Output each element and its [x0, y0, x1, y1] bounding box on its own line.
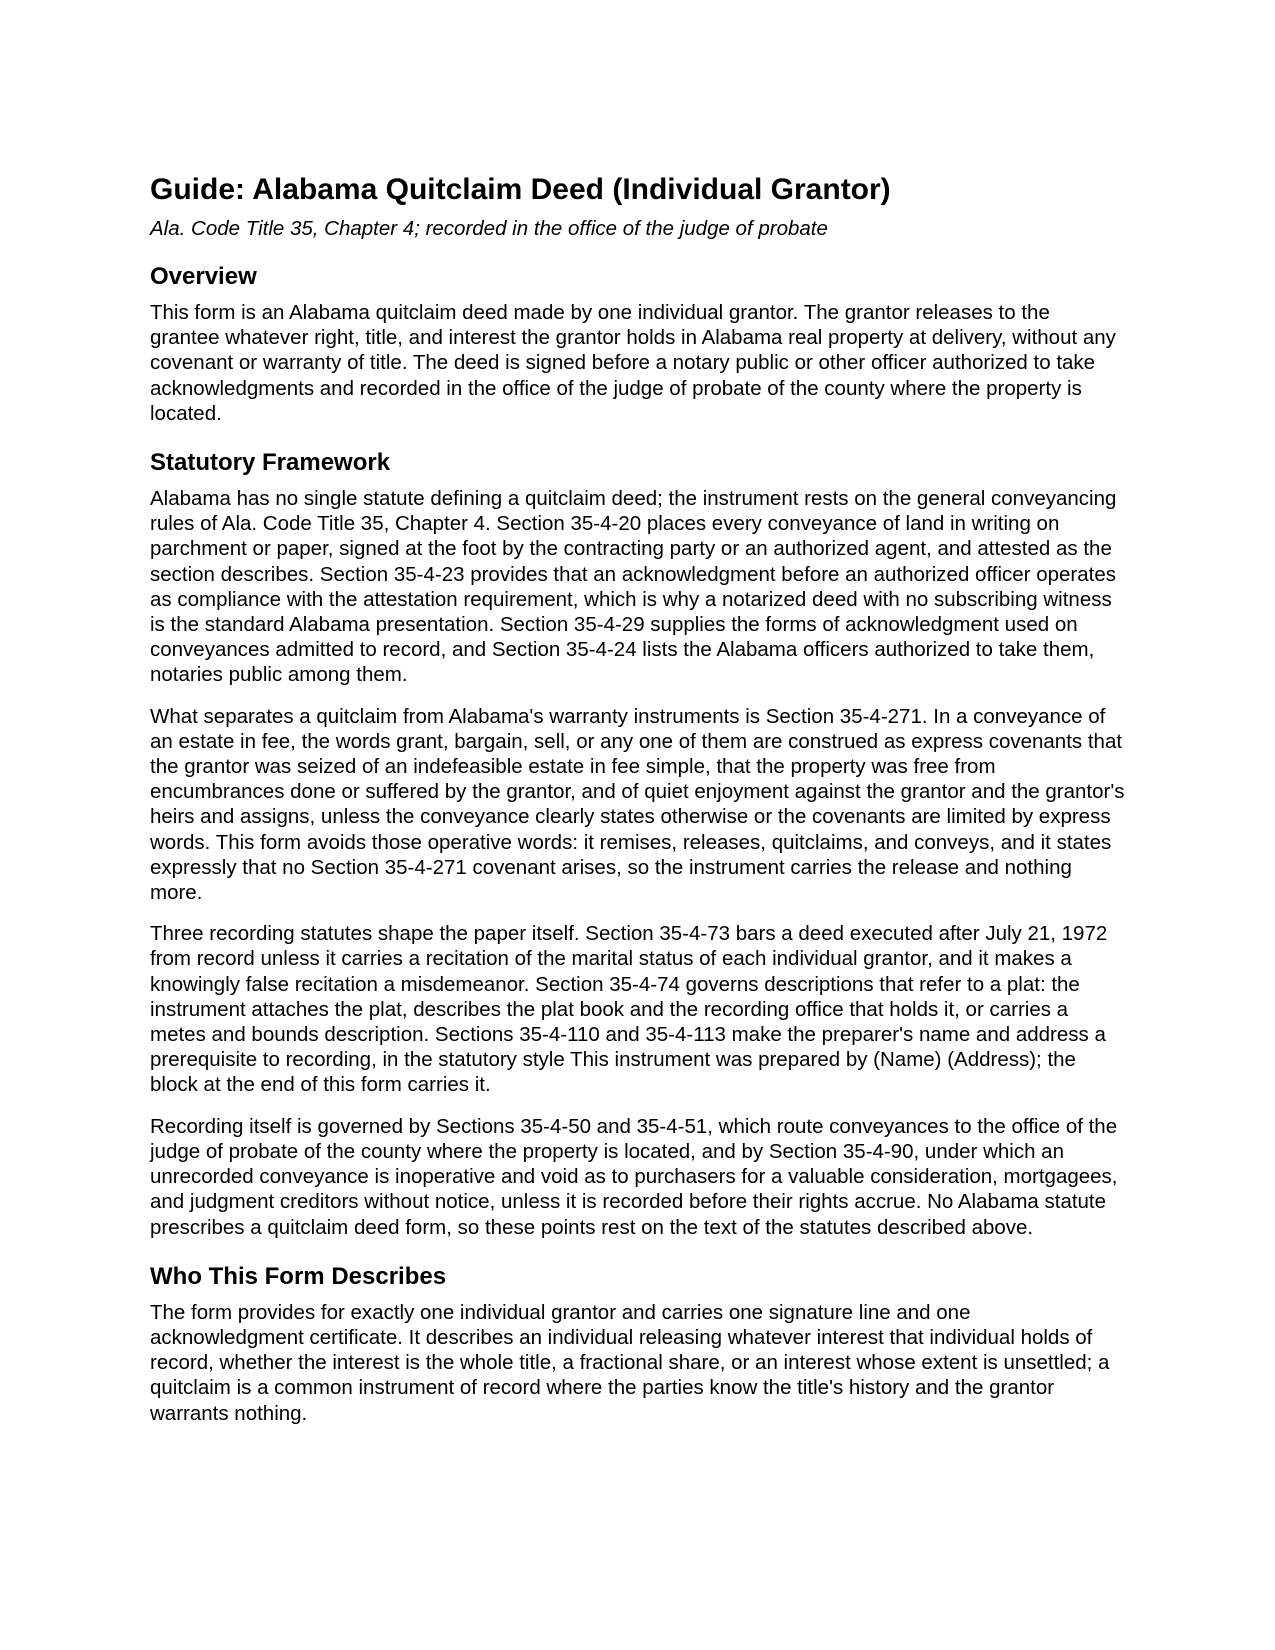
document-title: Guide: Alabama Quitclaim Deed (Individual Grantor) [150, 173, 891, 206]
document-subtitle: Ala. Code Title 35, Chapter 4; recorded in the office of the judge of probate [150, 217, 828, 240]
paragraph: Three recording statutes shape the paper itself. Section 35-4-73 bars a deed executed after July 21, 1972 from record unless it carries a recitation of the marital status of each individual grantor, and it makes a knowingly false recitation a misdemeanor. Section 35-4-74 governs descriptions that refer to a plat: the instrument attaches the plat, describes the plat book and the recording office that holds it, or carries a metes and bounds description. Sections 35-4-110 and 35-4-113 make the preparer's name and address a prerequisite to recording, in the statutory style This instrument was prepared by (Name) (Address); the block at the end of this form carries it. [150, 922, 1108, 1097]
section-heading: Who This Form Describes [150, 1262, 447, 1290]
paragraph: This form is an Alabama quitclaim deed made by one individual grantor. The grantor releases to the grantee whatever right, title, and interest the grantor holds in Alabama real property at delivery, without any covenant or warranty of title. The deed is signed before a notary public or other officer authorized to take acknowledgments and recorded in the office of the judge of probate of the county where the property is located. [150, 301, 1116, 425]
section-overview [150, 262, 1125, 426]
paragraph: What separates a quitclaim from Alabama's warranty instruments is Section 35-4-271. In a conveyance of an estate in fee, the words grant, bargain, sell, or any one of them are construed as express covenants that the grantor was seized of an indefeasible estate in fee simple, that the property was free from encumbrances done or suffered by the grantor, and of quiet enjoyment against the grantor and the grantor's heirs and assigns, unless the conveyance clearly states otherwise or the covenants are limited by express words. This form avoids those operative words: it remises, releases, quitclaims, and conveys, and it states expressly that no Section 35-4-271 covenant arises, so the instrument carries the release and nothing more. [150, 704, 1125, 905]
paragraph: Recording itself is governed by Sections 35-4-50 and 35-4-51, which route conveyances to the office of the judge of probate of the county where the property is located, and by Section 35-4-90, under which an unrecorded conveyance is inoperative and void as to purchasers for a valuable consideration, mortgagees, and judgment creditors without notice, unless it is recorded before their rights accrue. No Alabama statute prescribes a quitclaim deed form, so these points rest on the text of the statutes described above. [150, 1114, 1118, 1239]
section-statutory-framework [150, 448, 1125, 1240]
paragraph: Alabama has no single statute defining a quitclaim deed; the instrument rests on the general conveyancing rules of Ala. Code Title 35, Chapter 4. Section 35-4-20 places every conveyance of land in writing on parchment or paper, signed at the foot by the contracting party or an authorized agent, and attested as the section describes. Section 35-4-23 provides that an acknowledgment before an authorized officer operates as compliance with the attestation requirement, which is why a notarized deed with no subscribing witness is the standard Alabama presentation. Section 35-4-29 supplies the forms of acknowledgment used on conveyances admitted to record, and Section 35-4-24 lists the Alabama officers authorized to take them, notaries public among them. [150, 487, 1117, 687]
section-heading: Statutory Framework [150, 449, 391, 477]
document-page [150, 172, 1125, 1442]
section-heading: Overview [150, 263, 257, 290]
section-who-this-form-describes [150, 1262, 1125, 1426]
paragraph: The form provides for exactly one individual grantor and carries one signature line and one acknowledgment certificate. It describes an individual releasing whatever interest that individual holds of record, whether the interest is the whole title, a fractional share, or an interest whose extent is unsettled; a quitclaim is a common instrument of record where the parties know the title's history and the grantor warrants nothing. [150, 1300, 1110, 1425]
